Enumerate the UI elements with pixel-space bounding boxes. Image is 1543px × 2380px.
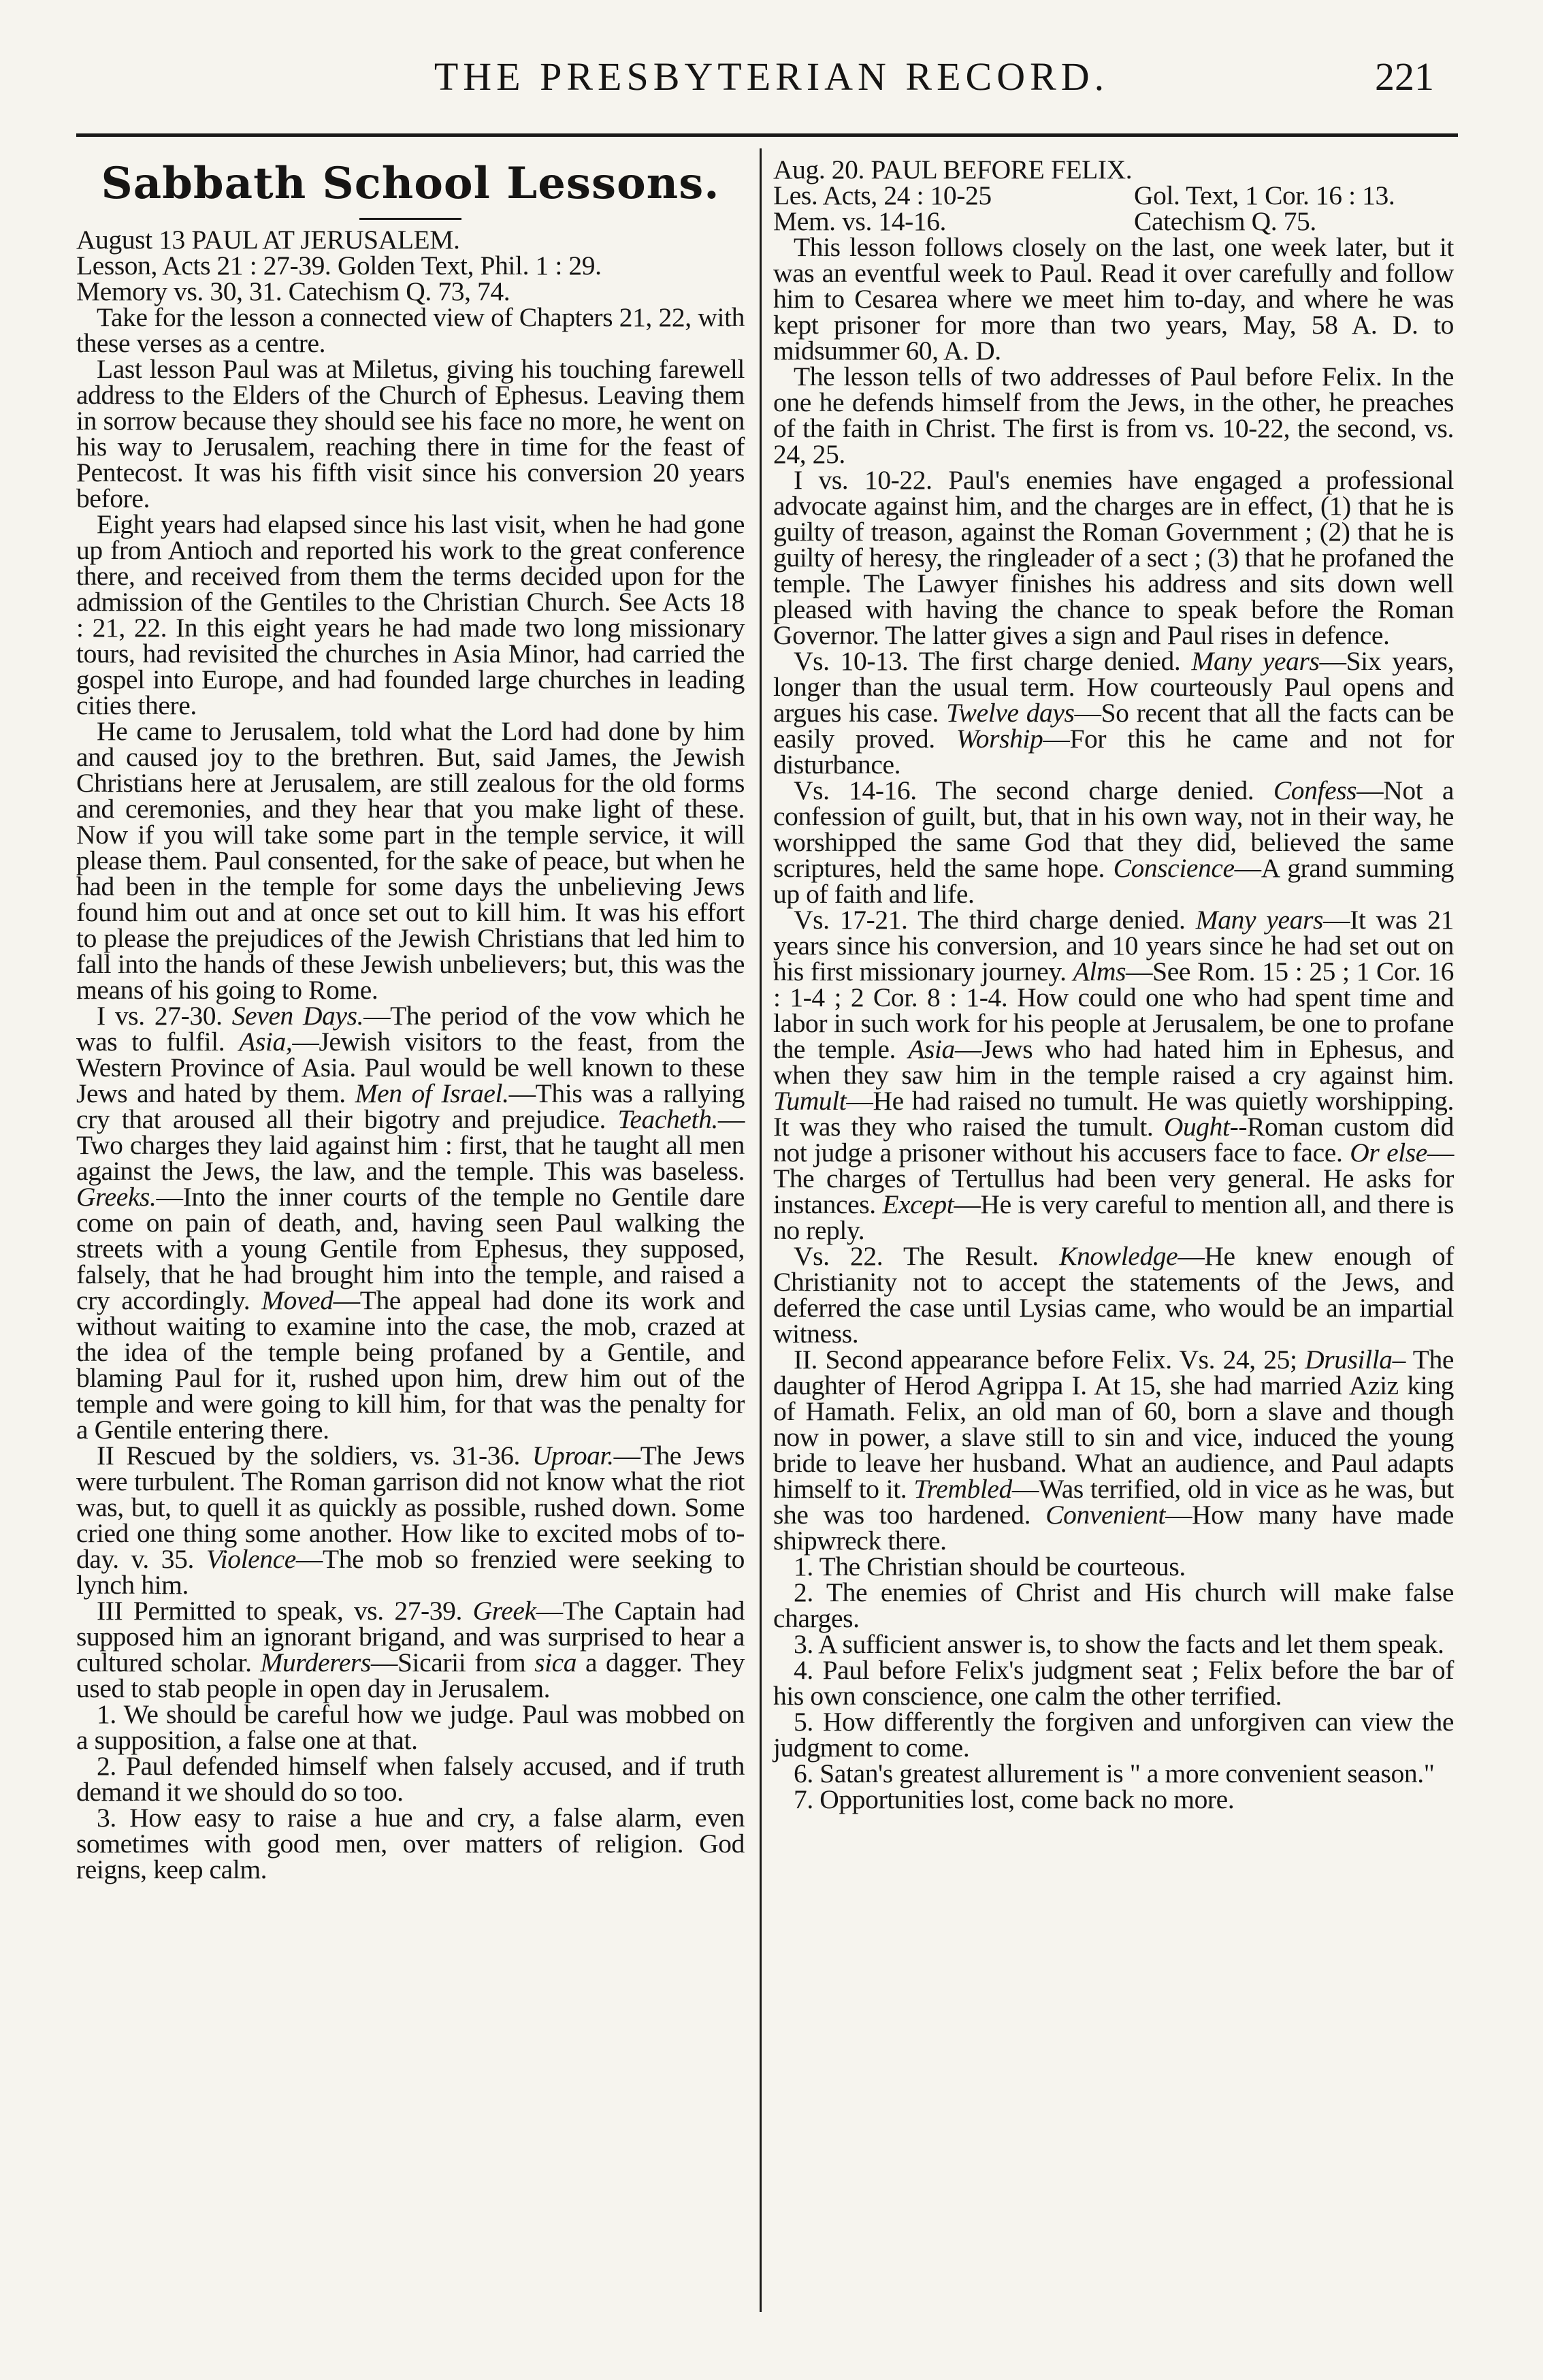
term: Asia, xyxy=(239,1027,293,1057)
paragraph: II Rescued by the soldiers, vs. 31-36. Uproar.—The Jews were turbulent. The Roman garrison did not know what the riot was, but, to quell it as quickly as possible, rushed down. Some cried one thing some another. How like to excited mobs of to-day. v. 35. Violence—The mob so frenzied were seeking to lynch him. xyxy=(76,1441,745,1600)
paragraph: Eight years had elapsed since his last visit, when he had gone up from Antioch and reported his work to the great conference there, and received from them the terms decided upon for the admission of the Gentiles to the Christian Church. See Acts 18 : 21, 22. In this eight years he had made two long missionary tours, had revisited the churches in Asia Minor, had carried the gospel into Europe, and had founded large churches in leading cities there. xyxy=(76,509,745,720)
paragraph: Vs. 10-13. The first charge denied. Many years—Six years, longer than the usual term. How courteously Paul opens and argues his case. Twelve days—So recent that all the facts can be easily proved. Worship—For this he came and not for disturbance. xyxy=(773,646,1454,779)
memory-catechism-row xyxy=(773,208,1454,234)
lesson-point: 2. Paul defended himself when falsely accused, and if truth demand it we should do so too. xyxy=(76,1751,745,1807)
term: Drusilla xyxy=(1305,1345,1393,1374)
term: Convenient xyxy=(1045,1500,1166,1530)
section-title: Sabbath School Lessons. xyxy=(101,158,720,209)
left-column xyxy=(76,157,745,1882)
term: Murderers xyxy=(260,1647,371,1677)
catechism: Catechism Q. 75. xyxy=(1134,206,1316,236)
lesson-point: 3. A sufficient answer is, to show the facts and let them speak. xyxy=(794,1629,1444,1659)
term: Worship xyxy=(956,724,1043,754)
term: Teacheth. xyxy=(617,1104,718,1134)
term: Confess xyxy=(1273,775,1357,805)
lesson-memory-catechism: Memory vs. 30, 31. Catechism Q. 73, 74. xyxy=(76,276,510,306)
term: Greek xyxy=(472,1596,536,1626)
lesson-point: 4. Paul before Felix's judgment seat ; Felix before the bar of his own conscience, one calm the other terrified. xyxy=(773,1655,1454,1711)
running-header-title: THE PRESBYTERIAN RECORD. xyxy=(434,54,1109,99)
term: sica xyxy=(534,1647,577,1677)
lesson-point: 1. We should be careful how we judge. Paul was mobbed on a supposition, a false one at that. xyxy=(76,1699,745,1755)
term: Tumult xyxy=(773,1086,847,1116)
lesson-intro: Take for the lesson a connected view of Chapters 21, 22, with these verses as a centre. xyxy=(76,302,745,358)
paragraph: II. Second appearance before Felix. Vs. 24, 25; Drusilla– The daughter of Herod Agrippa I. At 15, she had married Aziz king of Hamath. Felix, an old man of 60, born a slave and though now in power, a slave still to sin and vice, induced the young bride to leave her husband. What an audience, and Paul adapts himself to it. Trembled—Was terrified, old in vice as he was, but she was too hardened. Convenient—How many have made shipwreck there. xyxy=(773,1345,1454,1556)
section-title-rule xyxy=(359,218,461,220)
golden-text: Gol. Text, 1 Cor. 16 : 13. xyxy=(1134,180,1395,210)
term: Greeks. xyxy=(76,1182,157,1212)
lesson-references: Lesson, Acts 21 : 27-39. Golden Text, Phil. 1 : 29. xyxy=(76,251,602,280)
term: Seven Days. xyxy=(231,1001,364,1031)
term: Conscience xyxy=(1113,853,1235,883)
paragraph: III Permitted to speak, vs. 27-39. Greek—The Captain had supposed him an ignorant brigand, and was surprised to hear a cultured scholar. Murderers—Sicarii from sica a dagger. They used to stab people in open day in Jerusalem. xyxy=(76,1596,745,1703)
paragraph: This lesson follows closely on the last, one week later, but it was an eventful week to Paul. Read it over carefully and follow him to Cesarea where we meet him to-day, and where he was kept prisoner for more than two years, May, 58 A. D. to midsummer 60, A. D. xyxy=(773,232,1454,366)
lesson-reference: Les. Acts, 24 : 10-25 xyxy=(773,180,992,210)
lesson-heading: Aug. 20. PAUL BEFORE FELIX. xyxy=(773,155,1133,184)
term: Ought xyxy=(1163,1112,1230,1142)
lesson-references-row xyxy=(773,182,1454,208)
paragraph: Vs. 14-16. The second charge denied. Confess—Not a confession of guilt, but, that in his own way, not in their way, he worshipped the same God that they did, believed the same scriptures, held the same hope. Conscience—A grand summing up of faith and life. xyxy=(773,775,1454,909)
lesson-point: 6. Satan's greatest allurement is " a more convenient season." xyxy=(794,1758,1435,1788)
column-divider xyxy=(760,148,762,2312)
term: Uproar. xyxy=(532,1441,614,1470)
term: Or else xyxy=(1350,1138,1427,1168)
term: Many years xyxy=(1195,905,1323,935)
lesson-heading: August 13 PAUL AT JERUSALEM. xyxy=(76,225,460,255)
paragraph: I vs. 10-22. Paul's enemies have engaged a professional advocate against him, and the charges are in effect, (1) that he is guilty of treason, against the Roman Government ; (2) that he is guilty of heresy, the ringleader of a sect ; (3) that he profaned the temple. The Lawyer finishes his address and sits down well pleased with having the chance to speak before the Roman Governor. The latter gives a sign and Paul rises in defence. xyxy=(773,465,1454,650)
term: Many years xyxy=(1191,646,1320,676)
paragraph: Vs. 17-21. The third charge denied. Many years—It was 21 years since his conversion, and 10 years since he had set out on his first missionary journey. Alms—See Rom. 15 : 25 ; 1 Cor. 16 : 1-4 ; 2 Cor. 8 : 1-4. How could one who had spent time and labor in such work for his people at Jerusalem, be one to profane the temple. Asia—Jews who had hated him in Ephesus, and when they saw him in the temple raised a cry against him. Tumult—He had raised no tumult. He was quietly worshipping. It was they who raised the tumult. Ought--Roman custom did not judge a prisoner without his accusers face to face. Or else—The charges of Tertullus had been very general. He asks for instances. Except—He is very careful to mention all, and there is no reply. xyxy=(773,905,1455,1245)
lesson-point: 2. The enemies of Christ and His church will make false charges. xyxy=(773,1577,1454,1633)
term: Trembled xyxy=(913,1474,1012,1504)
term: Alms xyxy=(1073,956,1126,986)
paragraph: Last lesson Paul was at Miletus, giving his touching farewell address to the Elders of the Church of Ephesus. Leaving them in sorrow because they should see his face no more, he went on his way to Jerusalem, reaching there in time for the feast of Pentecost. It was his fifth visit since his conversion 20 years before. xyxy=(76,354,745,513)
page-number: 221 xyxy=(1375,54,1434,99)
term: Twelve days xyxy=(946,698,1075,728)
header-rule xyxy=(76,133,1458,137)
term: Except xyxy=(882,1189,954,1219)
paragraph: He came to Jerusalem, told what the Lord had done by him and caused joy to the brethren. But, said James, the Jewish Christians here at Jerusalem, are still zealous for the old forms and ceremonies, and they hear that you make light of these. Now if you will take some part in the temple service, it will please them. Paul consented, for the sake of peace, but when he had been in the temple for some days the unbelieving Jews found him out and at once set out to kill him. It was his effort to please the prejudices of the Jewish Christians that led him to fall into the hands of these Jewish unbelievers; but, this was the means of his going to Rome. xyxy=(76,716,745,1005)
lesson-point: 7. Opportunities lost, come back no more. xyxy=(794,1784,1235,1814)
term: Violence xyxy=(206,1544,296,1574)
lesson-point: 1. The Christian should be courteous. xyxy=(794,1551,1186,1581)
paragraph: The lesson tells of two addresses of Paul before Felix. In the one he defends himself from the Jews, in the other, he preaches of the faith in Christ. The first is from vs. 10-22, the second, vs. 24, 25. xyxy=(773,361,1454,469)
term: Moved xyxy=(261,1285,334,1315)
lesson-point: 5. How differently the forgiven and unforgiven can view the judgment to come. xyxy=(773,1707,1454,1763)
term: Knowledge xyxy=(1059,1241,1178,1271)
paragraph: Vs. 22. The Result. Knowledge—He knew enough of Christianity not to accept the statements of the Jews, and deferred the case until Lysias came, who would be an impartial witness. xyxy=(773,1241,1454,1349)
memory-verses: Mem. vs. 14-16. xyxy=(773,206,947,236)
paragraph: I vs. 27-30. Seven Days.—The period of the vow which he was to fulfil. Asia,—Jewish visitors to the feast, from the Western Province of Asia. Paul would be well known to these Jews and hated by them. Men of Israel.—This was a rallying cry that aroused all their bigotry and prejudice. Teacheth.—Two charges they laid against him : first, that he taught all men against the Jews, the law, and the temple. This was baseless. Greeks.—Into the inner courts of the temple no Gentile dare come on pain of death, and, having seen Paul walking the streets with a young Gentile from Ephesus, they supposed, falsely, that he had brought him into the temple, and raised a cry accordingly. Moved—The appeal had done its work and without waiting to examine into the case, the mob, crazed at the idea of the temple being profaned by a Gentile, and blaming Paul for it, rushed upon him, drew him out of the temple and were going to kill him, for that was the penalty for a Gentile entering there. xyxy=(76,1001,745,1445)
lesson-point: 3. How easy to raise a hue and cry, a false alarm, even sometimes with good men, over matters of religion. God reigns, keep calm. xyxy=(76,1803,745,1884)
term: Asia xyxy=(908,1034,955,1064)
right-column xyxy=(773,157,1454,1812)
term: Men of Israel. xyxy=(355,1078,509,1108)
